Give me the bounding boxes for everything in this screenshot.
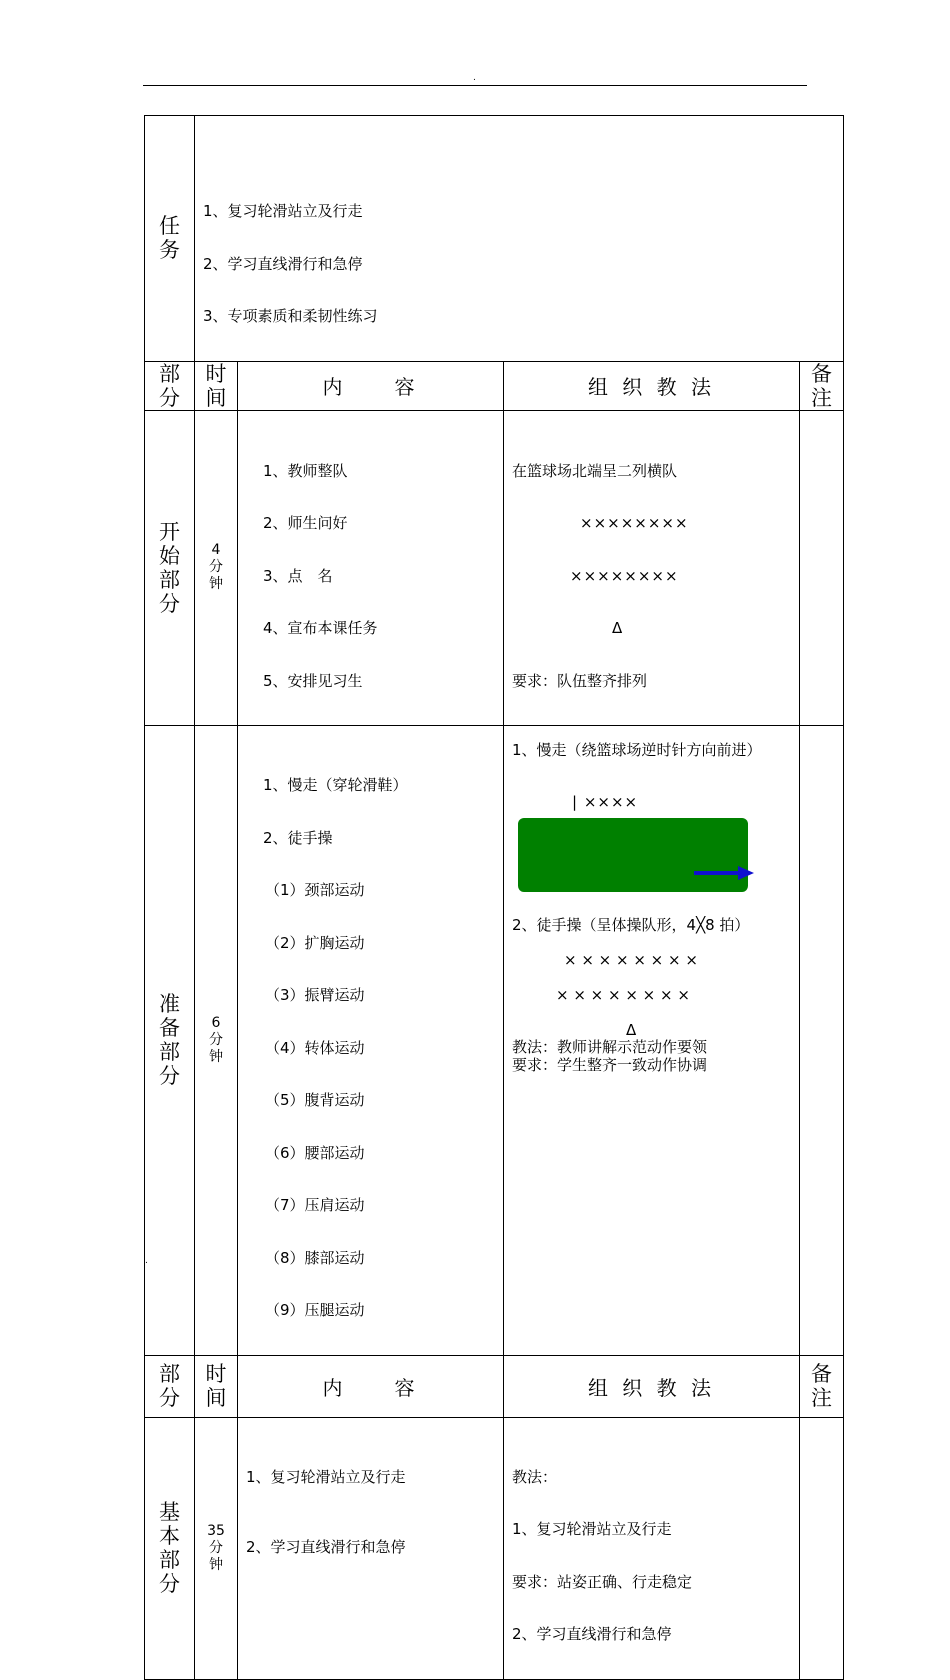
basic-part-label: 基 本 部 分 xyxy=(145,1417,195,1679)
formation-row: × × × × × × × × xyxy=(564,951,698,969)
prep-note xyxy=(800,726,844,1356)
header-part: 部 分 xyxy=(145,1355,195,1417)
walk-formation: | ×××× xyxy=(572,793,639,811)
list-item: （1）颈部运动 xyxy=(265,881,365,899)
start-note xyxy=(800,410,844,726)
table-header-row xyxy=(145,361,844,410)
list-item: （6）腰部运动 xyxy=(265,1143,365,1162)
list-item: 2、学习直线滑行和急停 xyxy=(246,1538,406,1556)
prep-time: 6 分 钟 xyxy=(195,726,238,1356)
header-time: 时 间 xyxy=(195,1355,238,1417)
method-text: 2、学习直线滑行和急停 xyxy=(512,1625,672,1643)
formation-row: ×××××××× xyxy=(580,514,689,532)
basic-row xyxy=(145,1417,844,1679)
list-item: 1、教师整队 xyxy=(263,461,348,480)
header-content: 内 容 xyxy=(238,1355,504,1417)
basketball-court xyxy=(518,818,748,892)
start-row xyxy=(145,410,844,726)
list-item: （2）扩胸运动 xyxy=(265,933,365,952)
list-item: （4）转体运动 xyxy=(265,1038,365,1057)
formation-row: × × × × × × × × xyxy=(556,986,690,1004)
list-item: （9）压腿运动 xyxy=(265,1301,365,1319)
task-item: 2、学习直线滑行和急停 xyxy=(203,254,363,273)
basic-time: 35 分 钟 xyxy=(195,1417,238,1679)
list-item: 1、慢走（穿轮滑鞋） xyxy=(263,776,408,794)
prep-part-label: 准 备 部 分 xyxy=(145,726,195,1356)
header-mark: . xyxy=(473,73,476,83)
teacher-mark: Δ xyxy=(626,1021,637,1039)
method-requirement: 要求：队伍整齐排列 xyxy=(512,671,648,690)
teacher-mark: Δ xyxy=(612,619,623,637)
list-item: 1、复习轮滑站立及行走 xyxy=(246,1467,406,1486)
header-note: 备 注 xyxy=(800,361,844,410)
prep-method xyxy=(504,726,800,1356)
header-time: 时 间 xyxy=(195,361,238,410)
header-part: 部 分 xyxy=(145,361,195,410)
list-item: 3、点 名 xyxy=(263,566,333,585)
basic-content xyxy=(238,1417,504,1679)
start-content xyxy=(238,410,504,726)
header-method: 组 织 教 法 xyxy=(504,361,800,410)
table-header-row xyxy=(145,1355,844,1417)
task-item: 1、复习轮滑站立及行走 xyxy=(203,202,363,220)
method-text: 2、徒手操（呈体操队形，4╳8 拍） xyxy=(512,916,750,934)
prep-row xyxy=(145,726,844,1356)
formation-row: ×××××××× xyxy=(570,566,679,585)
list-item: 4、宣布本课任务 xyxy=(263,619,378,637)
basic-note xyxy=(800,1417,844,1679)
method-requirement: 要求：学生整齐一致动作协调 xyxy=(512,1056,708,1074)
method-text: 要求：站姿正确、行走稳定 xyxy=(512,1572,693,1591)
method-text: 1、复习轮滑站立及行走 xyxy=(512,1520,672,1538)
list-item: 5、安排见习生 xyxy=(263,671,363,690)
task-item: 3、专项素质和柔韧性练习 xyxy=(203,307,378,325)
start-part-label: 开 始 部 分 xyxy=(145,410,195,726)
lesson-plan-table xyxy=(144,115,844,1680)
method-text: 在篮球场北端呈二列横队 xyxy=(512,461,678,480)
method-text: 1、慢走（绕篮球场逆时针方向前进） xyxy=(512,741,762,759)
task-label: 任 务 xyxy=(145,116,195,362)
header-method: 组 织 教 法 xyxy=(504,1355,800,1417)
header-note: 备 注 xyxy=(800,1355,844,1417)
method-teaching: 教法：教师讲解示范动作要领 xyxy=(512,1038,708,1056)
list-item: （3）振臂运动 xyxy=(265,986,365,1004)
list-item: 2、师生问好 xyxy=(263,514,348,532)
start-method xyxy=(504,410,800,726)
list-item: （8）膝部运动 xyxy=(265,1248,365,1267)
direction-arrow-icon xyxy=(694,866,756,880)
list-item: 2、徒手操 xyxy=(263,828,333,847)
header-content: 内 容 xyxy=(238,361,504,410)
header-rule xyxy=(143,85,807,86)
list-item: （7）压肩运动 xyxy=(265,1196,365,1214)
task-row xyxy=(145,116,844,362)
prep-content xyxy=(238,726,504,1356)
method-text: 教法： xyxy=(512,1467,558,1486)
task-content xyxy=(195,116,844,362)
list-item: （5）腹背运动 xyxy=(265,1091,365,1109)
start-time: 4 分 钟 xyxy=(195,410,238,726)
basic-method xyxy=(504,1417,800,1679)
footer-mark: . xyxy=(145,1256,148,1266)
